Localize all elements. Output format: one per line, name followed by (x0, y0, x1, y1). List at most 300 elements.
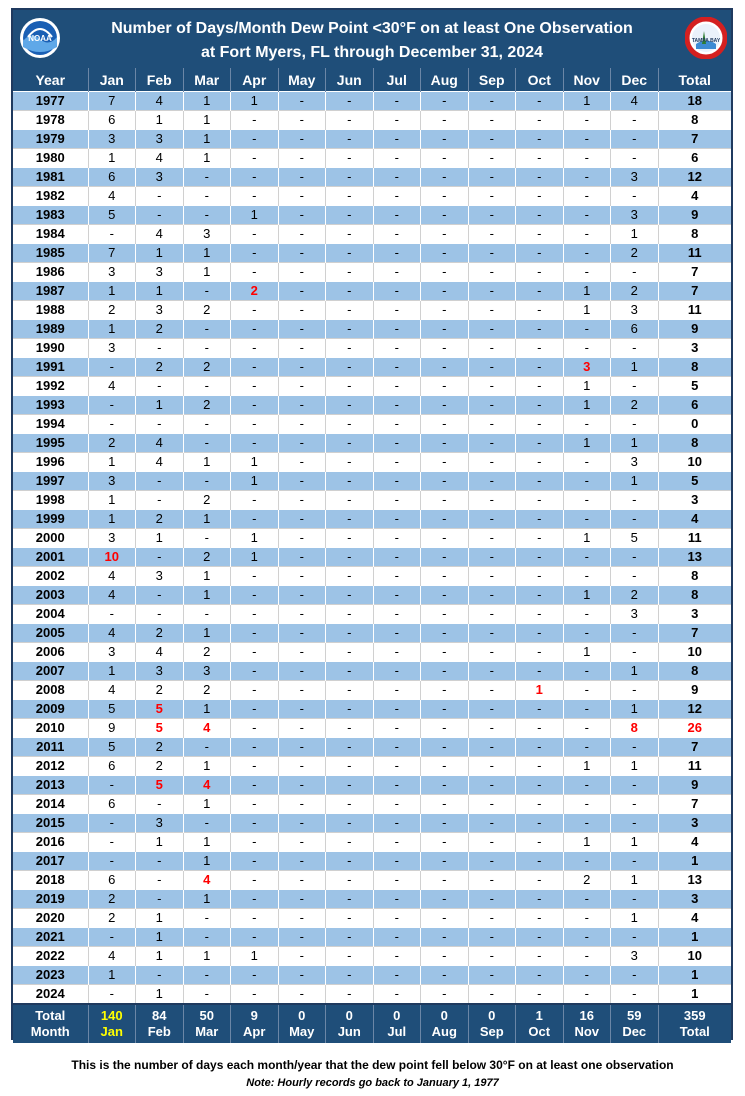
month-cell-dec: - (611, 966, 659, 985)
month-cell-jul: - (373, 947, 421, 966)
month-cell-jun: - (326, 757, 374, 776)
month-cell-may: - (278, 244, 326, 263)
month-cell-dec: - (611, 510, 659, 529)
year-total-cell: 7 (658, 263, 731, 282)
month-cell-nov: - (563, 225, 611, 244)
month-cell-may: - (278, 187, 326, 206)
month-cell-nov: - (563, 548, 611, 567)
month-cell-apr: - (231, 776, 279, 795)
year-cell: 2011 (13, 738, 88, 757)
month-cell-may: - (278, 757, 326, 776)
month-cell-aug: - (421, 529, 469, 548)
month-cell-oct: - (516, 947, 564, 966)
month-cell-sep: - (468, 681, 516, 700)
month-total-value: 0 (345, 1008, 353, 1023)
year-cell: 2020 (13, 909, 88, 928)
month-cell-mar: - (183, 320, 231, 339)
month-cell-aug: - (421, 92, 469, 111)
month-cell-jan: 3 (88, 263, 136, 282)
year-cell: 2004 (13, 605, 88, 624)
month-cell-jul: - (373, 890, 421, 909)
month-cell-jan: 6 (88, 871, 136, 890)
table-row (13, 415, 731, 434)
month-cell-oct: - (516, 320, 564, 339)
month-cell-sep: - (468, 415, 516, 434)
year-cell: 1998 (13, 491, 88, 510)
totals-row-label (13, 1004, 88, 1043)
month-cell-apr: - (231, 301, 279, 320)
month-cell-mar: - (183, 985, 231, 1005)
month-cell-dec: - (611, 548, 659, 567)
month-cell-feb: 4 (136, 434, 184, 453)
month-total-label: Dec (622, 1024, 647, 1039)
year-total-cell: 11 (658, 301, 731, 320)
month-cell-aug: - (421, 833, 469, 852)
month-cell-feb: - (136, 586, 184, 605)
month-cell-may: - (278, 358, 326, 377)
month-cell-may: - (278, 966, 326, 985)
month-cell-may: - (278, 947, 326, 966)
month-cell-mar: 4 (183, 776, 231, 795)
month-cell-apr: - (231, 795, 279, 814)
month-cell-mar: 1 (183, 795, 231, 814)
month-cell-apr: - (231, 681, 279, 700)
month-cell-mar: 1 (183, 244, 231, 263)
month-cell-nov: - (563, 738, 611, 757)
month-cell-oct: - (516, 605, 564, 624)
month-cell-jun: - (326, 396, 374, 415)
month-cell-dec: 3 (611, 168, 659, 187)
month-cell-sep: - (468, 358, 516, 377)
month-cell-jan: 4 (88, 586, 136, 605)
month-cell-sep: - (468, 320, 516, 339)
month-cell-dec: - (611, 928, 659, 947)
column-header-jul: Jul (373, 68, 421, 92)
month-cell-jul: - (373, 111, 421, 130)
month-cell-nov: - (563, 472, 611, 491)
month-cell-nov: - (563, 567, 611, 586)
month-cell-aug: - (421, 909, 469, 928)
month-cell-jul: - (373, 643, 421, 662)
month-cell-jun: - (326, 472, 374, 491)
month-cell-aug: - (421, 339, 469, 358)
year-total-cell: 4 (658, 833, 731, 852)
month-total-label: Total (679, 1024, 710, 1039)
month-cell-jul: - (373, 662, 421, 681)
year-total-cell: 9 (658, 776, 731, 795)
month-cell-apr: - (231, 320, 279, 339)
month-cell-jan: - (88, 415, 136, 434)
month-cell-jul: - (373, 358, 421, 377)
month-cell-apr: - (231, 871, 279, 890)
month-cell-dec: 1 (611, 472, 659, 491)
month-cell-feb: - (136, 871, 184, 890)
table-row (13, 681, 731, 700)
month-cell-nov: - (563, 320, 611, 339)
month-cell-jan: 4 (88, 567, 136, 586)
month-cell-feb: 4 (136, 149, 184, 168)
year-cell: 2001 (13, 548, 88, 567)
year-total-cell: 8 (658, 111, 731, 130)
month-cell-mar: - (183, 966, 231, 985)
month-cell-aug: - (421, 871, 469, 890)
month-cell-mar: 2 (183, 681, 231, 700)
month-cell-aug: - (421, 966, 469, 985)
month-cell-jun: - (326, 814, 374, 833)
month-cell-feb: - (136, 852, 184, 871)
month-cell-sep: - (468, 795, 516, 814)
year-cell: 2017 (13, 852, 88, 871)
month-cell-sep: - (468, 225, 516, 244)
month-cell-mar: - (183, 282, 231, 301)
month-cell-may: - (278, 206, 326, 225)
month-cell-oct: - (516, 225, 564, 244)
month-cell-jan: - (88, 985, 136, 1005)
month-cell-may: - (278, 833, 326, 852)
noaa-logo-text: NOAA (28, 34, 52, 43)
month-total-label: May (289, 1024, 315, 1039)
month-cell-jun: - (326, 453, 374, 472)
month-cell-may: - (278, 415, 326, 434)
month-cell-mar: 4 (183, 719, 231, 738)
column-header-mar: Mar (183, 68, 231, 92)
dew-point-table (13, 68, 731, 1043)
month-cell-apr: - (231, 966, 279, 985)
month-cell-may: - (278, 548, 326, 567)
month-cell-dec: 1 (611, 662, 659, 681)
month-cell-may: - (278, 776, 326, 795)
month-cell-may: - (278, 662, 326, 681)
column-header-sep: Sep (468, 68, 516, 92)
month-cell-aug: - (421, 510, 469, 529)
month-cell-jun: - (326, 624, 374, 643)
year-cell: 2005 (13, 624, 88, 643)
month-total-value: 1 (535, 1008, 543, 1023)
month-cell-nov: - (563, 681, 611, 700)
month-cell-apr: - (231, 339, 279, 358)
column-header-total: Total (658, 68, 731, 92)
month-cell-apr: - (231, 130, 279, 149)
table-row (13, 548, 731, 567)
month-cell-oct: - (516, 491, 564, 510)
month-total-label: Aug (431, 1024, 457, 1039)
month-cell-jul: - (373, 909, 421, 928)
month-cell-sep: - (468, 187, 516, 206)
month-cell-aug: - (421, 738, 469, 757)
month-cell-jun: - (326, 434, 374, 453)
month-cell-jun: - (326, 852, 374, 871)
year-cell: 1986 (13, 263, 88, 282)
month-cell-may: - (278, 301, 326, 320)
month-cell-mar: - (183, 377, 231, 396)
month-total-label: Jan (100, 1024, 123, 1039)
month-cell-aug: - (421, 377, 469, 396)
month-cell-oct: - (516, 472, 564, 491)
month-cell-jul: - (373, 586, 421, 605)
month-cell-jul: - (373, 282, 421, 301)
month-cell-jan: 1 (88, 282, 136, 301)
month-cell-sep: - (468, 605, 516, 624)
month-cell-oct: - (516, 301, 564, 320)
month-cell-dec: 1 (611, 871, 659, 890)
month-cell-jul: - (373, 92, 421, 111)
month-cell-sep: - (468, 510, 516, 529)
table-row (13, 852, 731, 871)
month-cell-may: - (278, 890, 326, 909)
month-cell-mar: - (183, 909, 231, 928)
month-cell-dec: 3 (611, 301, 659, 320)
month-cell-aug: - (421, 662, 469, 681)
month-cell-mar: - (183, 529, 231, 548)
month-cell-apr: - (231, 719, 279, 738)
month-cell-nov: 2 (563, 871, 611, 890)
month-cell-apr: - (231, 168, 279, 187)
month-cell-jun: - (326, 871, 374, 890)
month-cell-dec: 5 (611, 529, 659, 548)
month-cell-jan: 5 (88, 206, 136, 225)
month-cell-feb: - (136, 548, 184, 567)
month-cell-jun: - (326, 947, 374, 966)
table-row (13, 586, 731, 605)
month-total-label: Apr (243, 1024, 266, 1039)
month-cell-sep: - (468, 434, 516, 453)
month-cell-feb: - (136, 605, 184, 624)
year-cell: 2002 (13, 567, 88, 586)
month-cell-nov: - (563, 453, 611, 472)
month-cell-sep: - (468, 339, 516, 358)
year-cell: 1977 (13, 92, 88, 111)
month-cell-sep: - (468, 548, 516, 567)
month-cell-dec: - (611, 377, 659, 396)
month-cell-aug: - (421, 491, 469, 510)
year-total-cell: 3 (658, 491, 731, 510)
month-cell-oct: - (516, 757, 564, 776)
month-cell-apr: - (231, 149, 279, 168)
month-cell-may: - (278, 453, 326, 472)
month-cell-sep: - (468, 966, 516, 985)
month-cell-jan: 1 (88, 966, 136, 985)
month-cell-oct: - (516, 434, 564, 453)
month-cell-oct: - (516, 738, 564, 757)
month-cell-dec: - (611, 681, 659, 700)
month-cell-aug: - (421, 928, 469, 947)
month-cell-mar: - (183, 434, 231, 453)
month-cell-aug: - (421, 586, 469, 605)
month-cell-feb: - (136, 491, 184, 510)
month-cell-jan: 1 (88, 453, 136, 472)
month-cell-oct: - (516, 396, 564, 415)
year-cell: 1978 (13, 111, 88, 130)
month-cell-jun: - (326, 206, 374, 225)
year-total-cell: 3 (658, 605, 731, 624)
month-cell-may: - (278, 719, 326, 738)
month-cell-feb: 1 (136, 244, 184, 263)
month-cell-mar: 2 (183, 643, 231, 662)
month-cell-feb: 3 (136, 263, 184, 282)
month-cell-sep: - (468, 757, 516, 776)
table-row (13, 320, 731, 339)
nws-tampa-bay-logo-icon (685, 17, 727, 59)
table-row (13, 453, 731, 472)
month-cell-apr: - (231, 244, 279, 263)
month-cell-sep: - (468, 947, 516, 966)
year-cell: 2016 (13, 833, 88, 852)
month-cell-aug: - (421, 111, 469, 130)
month-cell-jan: 3 (88, 472, 136, 491)
month-cell-mar: 3 (183, 225, 231, 244)
table-row (13, 434, 731, 453)
month-cell-sep: - (468, 149, 516, 168)
month-cell-sep: - (468, 396, 516, 415)
month-cell-sep: - (468, 491, 516, 510)
month-cell-may: - (278, 567, 326, 586)
month-cell-may: - (278, 928, 326, 947)
month-cell-aug: - (421, 263, 469, 282)
month-cell-jun: - (326, 111, 374, 130)
month-cell-nov: 1 (563, 92, 611, 111)
month-cell-nov: - (563, 814, 611, 833)
month-cell-mar: 1 (183, 263, 231, 282)
month-cell-sep: - (468, 282, 516, 301)
month-cell-dec: - (611, 415, 659, 434)
month-cell-mar: 1 (183, 130, 231, 149)
month-cell-jul: - (373, 396, 421, 415)
month-cell-may: - (278, 339, 326, 358)
month-total-value: 84 (152, 1008, 167, 1023)
month-cell-aug: - (421, 187, 469, 206)
month-cell-dec: 1 (611, 358, 659, 377)
column-header-aug: Aug (421, 68, 469, 92)
month-cell-oct: - (516, 111, 564, 130)
month-cell-aug: - (421, 548, 469, 567)
month-cell-apr: - (231, 434, 279, 453)
month-cell-aug: - (421, 605, 469, 624)
month-cell-sep: - (468, 833, 516, 852)
month-cell-jun: - (326, 358, 374, 377)
year-cell: 1987 (13, 282, 88, 301)
month-cell-jul: - (373, 624, 421, 643)
year-total-cell: 10 (658, 643, 731, 662)
month-cell-sep: - (468, 244, 516, 263)
month-cell-dec: - (611, 263, 659, 282)
month-cell-apr: - (231, 624, 279, 643)
month-cell-may: - (278, 871, 326, 890)
month-cell-aug: - (421, 643, 469, 662)
month-cell-nov: - (563, 795, 611, 814)
month-cell-jun: - (326, 92, 374, 111)
year-total-cell: 13 (658, 548, 731, 567)
month-cell-dec: 1 (611, 225, 659, 244)
column-header-may: May (278, 68, 326, 92)
year-cell: 1985 (13, 244, 88, 263)
month-cell-may: - (278, 510, 326, 529)
month-cell-apr: - (231, 700, 279, 719)
month-cell-mar: 1 (183, 890, 231, 909)
column-header-dec: Dec (611, 68, 659, 92)
month-cell-dec: 4 (611, 92, 659, 111)
month-cell-feb: - (136, 472, 184, 491)
month-cell-jan: 3 (88, 643, 136, 662)
month-cell-sep: - (468, 871, 516, 890)
table-row (13, 719, 731, 738)
month-cell-jan: 3 (88, 130, 136, 149)
month-cell-mar: 1 (183, 149, 231, 168)
year-cell: 2006 (13, 643, 88, 662)
month-cell-nov: 1 (563, 529, 611, 548)
month-cell-apr: - (231, 111, 279, 130)
month-cell-sep: - (468, 662, 516, 681)
month-cell-feb: 2 (136, 757, 184, 776)
month-cell-jan: 4 (88, 377, 136, 396)
month-cell-aug: - (421, 719, 469, 738)
month-cell-dec: 2 (611, 396, 659, 415)
month-cell-may: - (278, 852, 326, 871)
month-cell-nov: - (563, 852, 611, 871)
year-cell: 2015 (13, 814, 88, 833)
month-cell-apr: - (231, 928, 279, 947)
noaa-logo-icon (19, 17, 61, 59)
month-cell-nov: - (563, 244, 611, 263)
month-cell-dec: 3 (611, 605, 659, 624)
year-total-cell: 6 (658, 149, 731, 168)
month-cell-apr: - (231, 662, 279, 681)
year-total-cell: 0 (658, 415, 731, 434)
table-row (13, 358, 731, 377)
month-total-jan (88, 1004, 136, 1043)
month-cell-jul: - (373, 605, 421, 624)
month-cell-nov: 1 (563, 396, 611, 415)
month-cell-apr: 1 (231, 206, 279, 225)
month-cell-jan: - (88, 605, 136, 624)
month-cell-dec: 6 (611, 320, 659, 339)
month-total-value: 9 (250, 1008, 258, 1023)
month-cell-apr: - (231, 491, 279, 510)
year-total-cell: 13 (658, 871, 731, 890)
month-cell-aug: - (421, 244, 469, 263)
month-cell-oct: - (516, 358, 564, 377)
month-cell-apr: - (231, 985, 279, 1005)
month-cell-oct: - (516, 985, 564, 1005)
month-cell-feb: 1 (136, 909, 184, 928)
month-cell-apr: - (231, 738, 279, 757)
month-cell-feb: 1 (136, 529, 184, 548)
month-cell-dec: - (611, 814, 659, 833)
month-cell-mar: 1 (183, 852, 231, 871)
month-cell-oct: - (516, 282, 564, 301)
month-cell-feb: 5 (136, 719, 184, 738)
table-row (13, 339, 731, 358)
month-cell-jul: - (373, 225, 421, 244)
month-cell-nov: 1 (563, 377, 611, 396)
month-cell-jan: 2 (88, 890, 136, 909)
month-cell-jun: - (326, 662, 374, 681)
month-cell-jul: - (373, 814, 421, 833)
month-cell-jun: - (326, 301, 374, 320)
month-cell-jun: - (326, 985, 374, 1005)
month-cell-dec: 8 (611, 719, 659, 738)
month-cell-mar: - (183, 415, 231, 434)
month-cell-dec: 1 (611, 757, 659, 776)
month-cell-jun: - (326, 263, 374, 282)
month-cell-apr: - (231, 396, 279, 415)
month-cell-jan: 9 (88, 719, 136, 738)
month-cell-feb: 5 (136, 700, 184, 719)
month-cell-mar: 1 (183, 453, 231, 472)
month-cell-jun: - (326, 529, 374, 548)
month-cell-sep: - (468, 263, 516, 282)
month-cell-jul: - (373, 966, 421, 985)
month-cell-jul: - (373, 700, 421, 719)
